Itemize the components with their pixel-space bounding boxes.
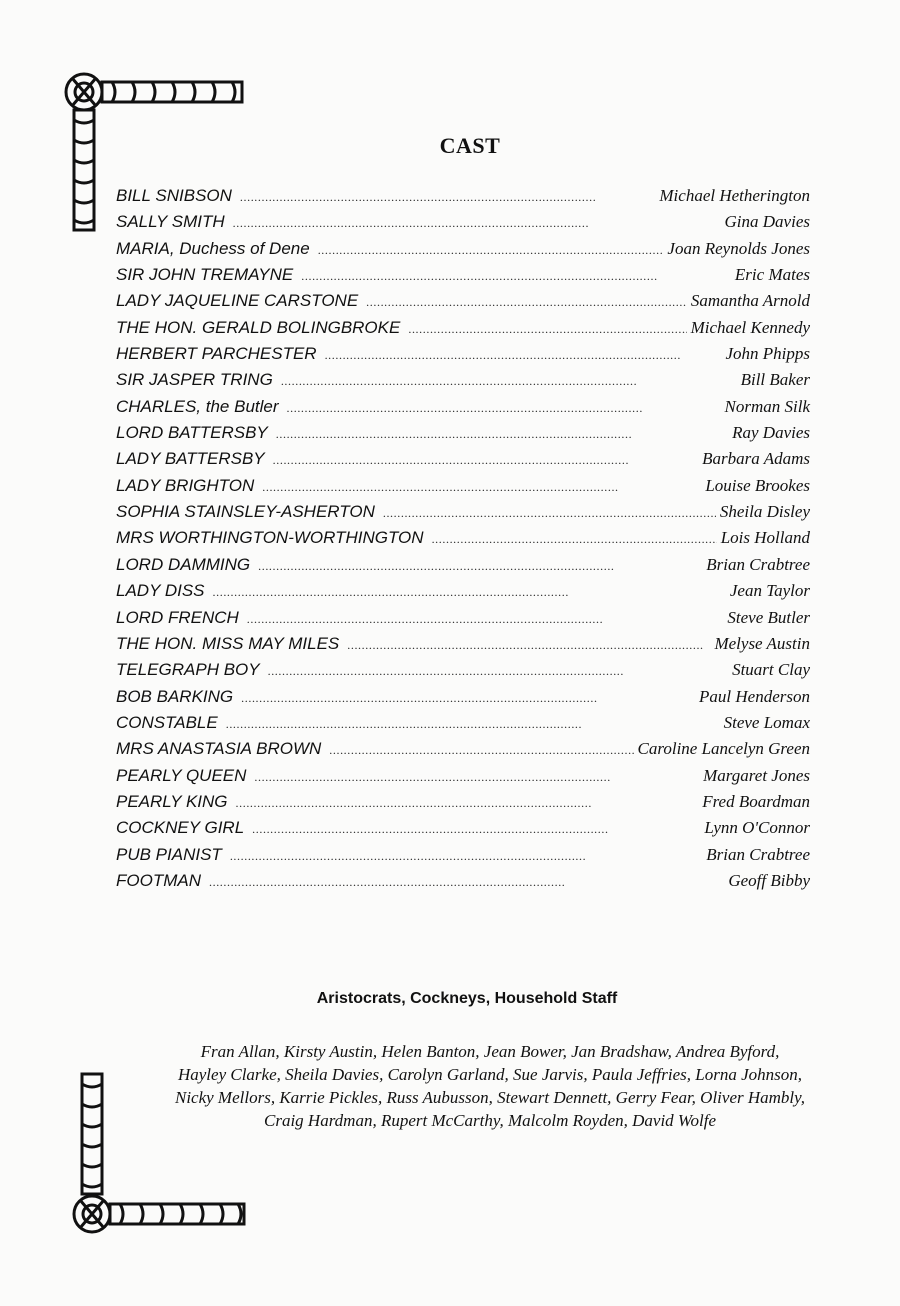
dot-leader	[258, 559, 702, 574]
cast-row	[116, 423, 810, 449]
actor-name: Margaret Jones	[703, 765, 810, 785]
role-name: SIR JOHN TREMAYNE	[116, 265, 294, 285]
dot-leader	[262, 480, 701, 495]
cast-row	[116, 528, 810, 554]
cast-row	[116, 476, 810, 502]
role-name: HERBERT PARCHESTER	[116, 344, 317, 364]
dot-leader	[230, 849, 702, 864]
cast-row	[116, 739, 810, 765]
cast-row	[116, 555, 810, 581]
dot-leader	[209, 875, 724, 890]
dot-leader	[252, 822, 700, 837]
dot-leader	[287, 401, 721, 416]
dot-leader	[254, 770, 699, 785]
actor-name: Lois Holland	[720, 528, 810, 548]
dot-leader	[325, 348, 722, 363]
dot-leader	[318, 243, 664, 258]
actor-name: Fred Boardman	[702, 791, 810, 811]
cast-row	[116, 186, 810, 212]
role-name: LORD BATTERSBY	[116, 423, 268, 443]
actor-name: Lynn O'Connor	[704, 818, 810, 838]
cast-row	[116, 265, 810, 291]
dot-leader	[276, 427, 728, 442]
cast-row	[116, 608, 810, 634]
dot-leader	[273, 453, 699, 468]
cast-row	[116, 660, 810, 686]
dot-leader	[301, 269, 731, 284]
actor-name: Brian Crabtree	[706, 844, 810, 864]
cast-row	[116, 845, 810, 871]
role-name: THE HON. GERALD BOLINGBROKE	[116, 317, 401, 337]
dot-leader	[432, 532, 717, 547]
dot-leader	[247, 612, 724, 627]
role-name: PUB PIANIST	[116, 844, 222, 864]
chorus-line: Nicky Mellors, Karrie Pickles, Russ Aubusson, Stewart Dennett, Gerry Fear, Oliver Hambly,	[174, 1088, 805, 1107]
dot-leader	[213, 585, 726, 600]
cast-row	[116, 344, 810, 370]
dot-leader	[408, 322, 686, 337]
dot-leader	[241, 691, 695, 706]
actor-name: Michael Hetherington	[659, 186, 810, 205]
role-name: MARIA, Duchess of Dene	[116, 238, 310, 258]
cast-row	[116, 634, 810, 660]
role-name: COCKNEY GIRL	[116, 818, 245, 838]
actor-name: Steve Butler	[727, 607, 810, 627]
actor-name: Sheila Disley	[719, 502, 810, 522]
role-name: PEARLY KING	[116, 791, 228, 811]
actor-name: Melyse Austin	[714, 633, 810, 653]
cast-row	[116, 581, 810, 607]
role-name: LADY JAQUELINE CARSTONE	[116, 291, 359, 311]
rope-corner-bottom-icon	[70, 1068, 250, 1240]
role-name: BOB BARKING	[116, 686, 234, 706]
dot-leader	[347, 638, 710, 653]
dot-leader	[268, 664, 728, 679]
cast-title: CAST	[439, 132, 501, 158]
cast-row	[116, 713, 810, 739]
dot-leader	[233, 216, 721, 231]
cast-row	[116, 792, 810, 818]
actor-name: Caroline Lancelyn Green	[637, 739, 810, 759]
cast-row	[116, 687, 810, 713]
actor-name: Steve Lomax	[723, 712, 810, 732]
cast-row	[116, 239, 810, 265]
cast-row	[116, 291, 810, 317]
role-name: MRS WORTHINGTON-WORTHINGTON	[116, 528, 424, 548]
cast-row	[116, 871, 810, 897]
role-name: CONSTABLE	[116, 712, 218, 732]
cast-row	[116, 318, 810, 344]
actor-name: Samantha Arnold	[690, 291, 810, 311]
actor-name: Jean Taylor	[729, 581, 810, 601]
cast-row	[116, 766, 810, 792]
cast-list	[116, 186, 810, 897]
dot-leader	[383, 506, 716, 521]
role-name: SOPHIA STAINSLEY-ASHERTON	[116, 502, 375, 522]
dot-leader	[236, 796, 699, 811]
actor-name: Ray Davies	[732, 423, 810, 443]
actor-name: Geoff Bibby	[728, 870, 810, 890]
role-name: LADY DISS	[116, 581, 205, 601]
role-name: MRS ANASTASIA BROWN	[116, 739, 322, 759]
cast-row	[116, 370, 810, 396]
role-name: CHARLES, the Butler	[116, 396, 279, 416]
dot-leader	[329, 743, 633, 758]
role-name: PEARLY QUEEN	[116, 765, 247, 785]
chorus-line: Craig Hardman, Rupert McCarthy, Malcolm Royden, David Wolfe	[263, 1111, 717, 1130]
chorus-line: Hayley Clarke, Sheila Davies, Carolyn Garland, Sue Jarvis, Paula Jeffries, Lorna Johnson,	[177, 1065, 803, 1084]
actor-name: Barbara Adams	[702, 449, 810, 469]
cast-row	[116, 818, 810, 844]
actor-name: Norman Silk	[724, 396, 810, 416]
dot-leader	[366, 295, 687, 310]
dot-leader	[240, 190, 655, 205]
chorus-heading: Aristocrats, Cockneys, Household Staff	[316, 990, 618, 1007]
actor-name: Stuart Clay	[732, 660, 810, 680]
actor-name: Paul Henderson	[699, 686, 810, 706]
role-name: SALLY SMITH	[116, 212, 225, 232]
role-name: LADY BATTERSBY	[116, 449, 265, 469]
actor-name: Eric Mates	[734, 265, 810, 285]
chorus-line: Fran Allan, Kirsty Austin, Helen Banton, Jean Bower, Jan Bradshaw, Andrea Byford,	[200, 1042, 780, 1061]
cast-row	[116, 449, 810, 475]
cast-row	[116, 502, 810, 528]
actor-name: Louise Brookes	[705, 475, 810, 495]
role-name: LORD DAMMING	[116, 554, 251, 574]
role-name: TELEGRAPH BOY	[116, 660, 260, 680]
cast-row	[116, 212, 810, 238]
actor-name: Michael Kennedy	[690, 317, 810, 337]
role-name: BILL SNIBSON	[116, 186, 232, 205]
role-name: THE HON. MISS MAY MILES	[116, 633, 340, 653]
actor-name: John Phipps	[725, 344, 810, 364]
role-name: LADY BRIGHTON	[116, 475, 255, 495]
actor-name: Brian Crabtree	[706, 554, 810, 574]
dot-leader	[226, 717, 720, 732]
role-name: FOOTMAN	[116, 870, 201, 890]
role-name: SIR JASPER TRING	[116, 370, 273, 390]
role-name: LORD FRENCH	[116, 607, 239, 627]
cast-row	[116, 397, 810, 423]
actor-name: Bill Baker	[740, 370, 810, 390]
actor-name: Joan Reynolds Jones	[667, 238, 810, 258]
actor-name: Gina Davies	[724, 212, 810, 232]
dot-leader	[281, 374, 737, 389]
